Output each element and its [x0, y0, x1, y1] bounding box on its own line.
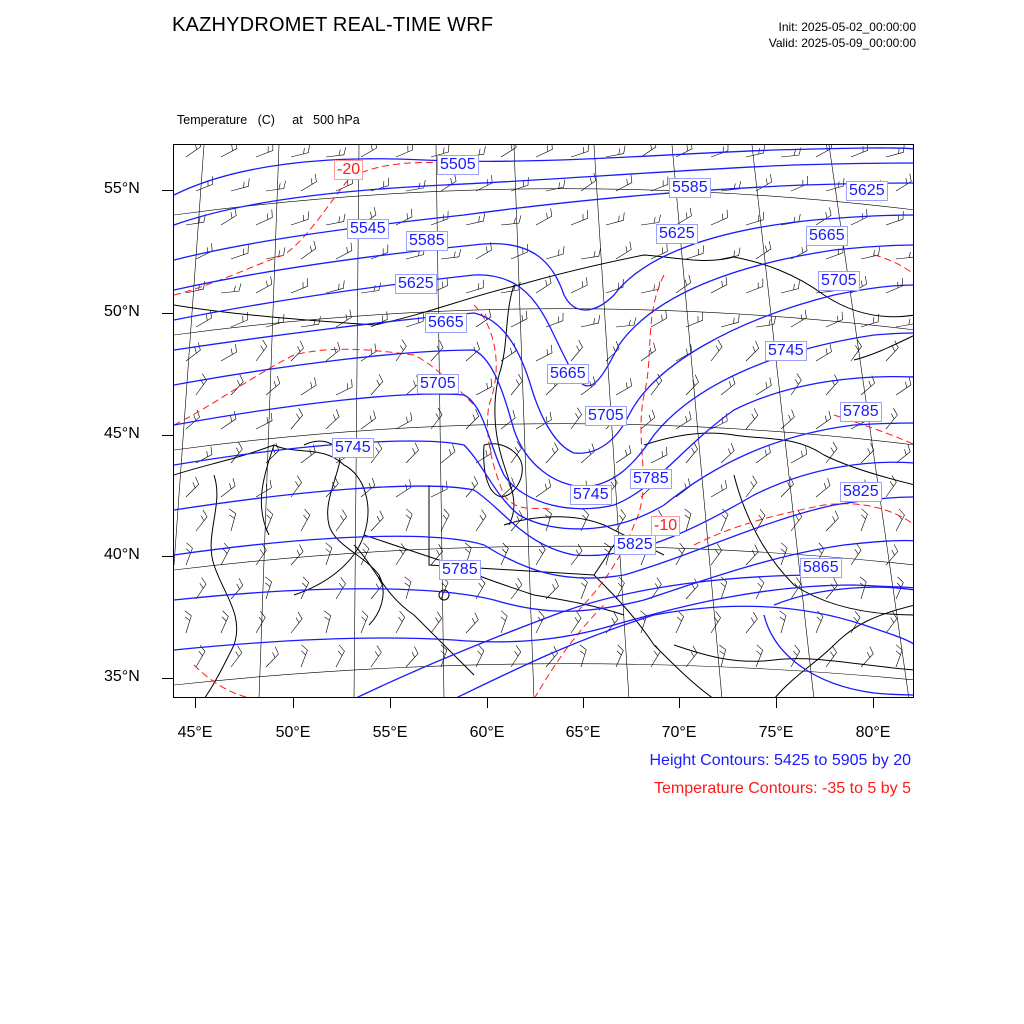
wind-barb [301, 241, 316, 259]
border-line [204, 475, 237, 698]
caspian-shoreline [304, 441, 383, 625]
run-times [769, 19, 916, 51]
wind-barb [581, 173, 596, 191]
height-contour-line [174, 245, 914, 386]
height-contour-label: 5785 [840, 402, 882, 422]
wind-barb [256, 611, 265, 633]
height-contour-label: 5825 [840, 482, 882, 502]
wind-barb [221, 543, 229, 565]
wind-barb [291, 341, 304, 361]
wind-barb [826, 245, 843, 259]
wind-barb [676, 543, 685, 565]
wind-barb [616, 317, 636, 327]
parallel-line [174, 664, 914, 685]
wind-barb [861, 376, 875, 395]
wind-barb [476, 510, 486, 531]
height-contour-label: 5585 [669, 178, 711, 198]
wind-barb [476, 577, 485, 599]
wind-barb [476, 379, 492, 395]
wind-barb [406, 443, 419, 463]
wind-barb [431, 612, 442, 633]
wind-barb [266, 314, 284, 327]
lat-label-45: 45°N [104, 425, 140, 442]
wind-barb [721, 443, 734, 463]
lat-tick [162, 190, 173, 191]
wind-barb [861, 443, 874, 463]
wind-barb [431, 408, 442, 429]
wind-barb [466, 280, 484, 293]
wind-barb [196, 578, 206, 599]
wind-barb [851, 544, 861, 565]
wind-barb [301, 316, 320, 327]
height-contour-label: 5625 [656, 224, 698, 244]
wind-barb [791, 176, 808, 191]
wind-barb [231, 442, 242, 463]
wind-barb [466, 476, 478, 497]
wind-barb [396, 611, 405, 633]
wind-barb [721, 314, 739, 327]
wind-barb [826, 374, 838, 395]
wind-barb [406, 180, 425, 191]
wind-barb [571, 612, 581, 633]
wind-barb [186, 543, 192, 565]
height-contour-label: 5785 [630, 469, 672, 489]
meridian-line [174, 145, 204, 565]
height-contour-label: 5825 [614, 535, 656, 555]
height-contour-label: 5665 [547, 364, 589, 384]
height-contour-label: 5745 [765, 341, 807, 361]
wind-barb [781, 281, 799, 293]
wind-barb [511, 244, 528, 259]
wind-barb [291, 612, 302, 633]
wind-barb [896, 645, 902, 667]
wind-barb [361, 344, 376, 361]
wind-barb [746, 408, 758, 429]
wind-barb [686, 375, 699, 395]
wind-barb [780, 611, 786, 633]
parallel-line [174, 424, 914, 450]
lat-tick [162, 435, 173, 436]
wind-barb [256, 340, 267, 361]
wind-barb [186, 477, 199, 497]
lon-tick [679, 698, 680, 708]
wind-barb [616, 445, 631, 463]
temperature-contour-line [574, 275, 664, 615]
wind-barb [501, 282, 520, 293]
lon-label-65: 65°E [565, 724, 601, 741]
wind-barb [606, 212, 624, 225]
height-contour-label: 5665 [425, 313, 467, 333]
wind-barb [301, 377, 316, 395]
lon-tick [390, 698, 391, 708]
wind-barb [546, 179, 565, 191]
wind-barb [466, 409, 479, 429]
wind-barb [266, 376, 280, 395]
wind-barb [651, 310, 667, 327]
wind-barb [196, 374, 207, 395]
wind-barb [441, 173, 456, 191]
wind-barb [256, 145, 273, 157]
wind-barb [641, 343, 656, 361]
wind-barb [291, 408, 303, 429]
wind-barb [266, 509, 273, 531]
wind-barb [816, 478, 830, 497]
height-contour-line [174, 215, 914, 310]
height-contour-label: 5585 [406, 231, 448, 251]
wind-barb [291, 544, 303, 565]
wind-barb [336, 379, 352, 395]
wind-barb [406, 509, 412, 531]
height-contour-label: 5785 [439, 560, 481, 580]
wind-barb [256, 413, 272, 429]
wind-barb [581, 315, 600, 327]
meridian-line [752, 145, 814, 698]
height-contour-line [174, 148, 914, 195]
wind-barb [536, 208, 552, 225]
wind-barb [431, 481, 447, 497]
wind-barb [301, 577, 309, 599]
wind-barb [336, 310, 351, 327]
wind-barb [545, 509, 551, 531]
wind-barb [685, 509, 691, 531]
wind-barb [231, 646, 242, 667]
wind-barb [606, 146, 625, 157]
border-line [854, 335, 914, 360]
wind-barb [221, 145, 237, 157]
temperature-legend: Temperature Contours: -35 to 5 by 5 [653, 780, 911, 797]
lon-tick [293, 698, 294, 708]
wind-barb [711, 210, 727, 225]
temperature-contour-label: -20 [334, 160, 363, 180]
wind-barb [816, 411, 831, 429]
wind-barb [676, 611, 684, 633]
wind-barb [229, 509, 235, 531]
wind-barb [221, 411, 236, 429]
wind-barb [291, 211, 309, 225]
wind-barb [324, 611, 330, 633]
wind-barb [326, 543, 332, 565]
wind-barb [826, 646, 837, 667]
height-contour-label: 5705 [818, 271, 860, 291]
height-contour-label: 5745 [332, 438, 374, 458]
height-contour-label: 5625 [395, 274, 437, 294]
wind-barb [826, 312, 842, 327]
border-line [495, 285, 514, 525]
wind-barb [396, 145, 413, 157]
wind-barb [826, 511, 839, 531]
wind-barb [221, 283, 241, 293]
wind-barb [756, 645, 763, 667]
wind-barb [896, 249, 914, 259]
wind-barb [861, 509, 867, 531]
wind-barb [616, 645, 623, 667]
map-panel [173, 144, 914, 698]
lon-label-60: 60°E [469, 724, 505, 741]
wind-barb [406, 313, 424, 327]
country-borders [174, 255, 914, 698]
wind-barb [886, 408, 897, 429]
wind-barb [711, 544, 722, 565]
wind-barb [746, 545, 758, 565]
lon-label-50: 50°E [275, 724, 311, 741]
lat-label-55: 55°N [104, 180, 140, 197]
lon-tick [195, 698, 196, 708]
wind-barb [886, 145, 904, 157]
height-contour-label: 5705 [417, 374, 459, 394]
wind-barb [651, 645, 660, 667]
wind-barb [896, 316, 914, 327]
wind-barb [301, 509, 310, 531]
wind-barb [861, 247, 880, 259]
temperature-contour-label: -10 [651, 516, 680, 536]
wind-barb [371, 646, 381, 667]
lat-tick [162, 556, 173, 557]
wind-barb [266, 647, 279, 667]
wind-barb [719, 645, 725, 667]
lat-label-40: 40°N [104, 546, 140, 563]
wind-barb [571, 277, 587, 293]
wind-barb [896, 377, 911, 395]
wind-barb [336, 243, 352, 259]
wind-barb [816, 207, 831, 225]
wind-barb [756, 577, 764, 599]
lon-label-55: 55°E [372, 724, 408, 741]
wind-barb [886, 612, 897, 633]
map-title: KAZHYDROMET REAL-TIME WRF [172, 14, 494, 36]
lat-tick [162, 678, 173, 679]
wind-barb [501, 543, 508, 565]
wind-barb [756, 378, 771, 395]
wind-barb [746, 212, 764, 225]
height-contour-line [174, 285, 914, 453]
height-contour-label: 5625 [846, 181, 888, 201]
wind-barb [326, 147, 346, 157]
height-contour-label: 5865 [800, 558, 842, 578]
wind-barb [536, 479, 551, 497]
field-temperature: Temperature (C) at 500 hPa [177, 113, 360, 127]
wind-barb [371, 374, 383, 395]
wind-barb [371, 511, 383, 531]
wind-barb [711, 145, 728, 157]
wind-barb [396, 412, 412, 429]
wind-barb [396, 479, 411, 497]
wind-barb [291, 145, 309, 157]
wind-barb [336, 510, 347, 531]
lon-tick [583, 698, 584, 708]
wind-barb [851, 145, 868, 157]
wind-barb [651, 374, 662, 395]
wind-barb [791, 446, 807, 463]
wind-barb [326, 409, 339, 429]
wind-barb [326, 214, 345, 225]
temperature-contour-line [194, 665, 254, 698]
wind-barb [571, 210, 588, 225]
wind-barb [746, 612, 757, 633]
wind-barb [266, 181, 286, 191]
height-contour-line [454, 606, 914, 698]
lat-tick [162, 313, 173, 314]
lon-tick [873, 698, 874, 708]
wind-barb [361, 611, 368, 633]
height-contour-line [764, 615, 914, 695]
wind-barb [441, 444, 455, 463]
wind-barb [405, 577, 411, 599]
wind-barb [336, 645, 344, 667]
lon-label-75: 75°E [758, 724, 794, 741]
wind-barb [466, 613, 478, 633]
wind-barb [581, 577, 587, 599]
wind-barb [196, 645, 205, 667]
wind-barb [511, 311, 527, 327]
wind-barb [651, 177, 668, 191]
valid-time: Valid: 2025-05-09_00:00:00 [768, 36, 916, 50]
wind-barb [746, 279, 763, 293]
wind-barb [196, 510, 207, 531]
wind-barb [221, 611, 228, 633]
height-contour-label: 5545 [347, 219, 389, 239]
wind-barb [746, 341, 759, 361]
wind-barb [221, 344, 237, 361]
lon-label-70: 70°E [661, 724, 697, 741]
wind-barb [651, 447, 667, 463]
wind-barb [256, 209, 272, 225]
wind-barb [886, 211, 903, 225]
wind-barb [581, 248, 600, 259]
wind-barb [231, 178, 249, 191]
height-contour-line [174, 163, 914, 225]
wind-barb [791, 645, 800, 667]
wind-barb [571, 145, 589, 157]
height-contour-label: 5705 [585, 406, 627, 426]
wind-barb [826, 578, 838, 599]
wind-barb [896, 509, 904, 531]
wind-barb [896, 444, 910, 463]
map-canvas [174, 145, 914, 698]
meridian-line [259, 145, 279, 698]
wind-barb [396, 340, 406, 361]
lon-label-80: 80°E [855, 724, 891, 741]
parallel-line [174, 309, 914, 335]
wind-barb [536, 345, 552, 361]
temperature-contour-line [474, 305, 554, 510]
wind-barb [641, 410, 655, 429]
lat-label-35: 35°N [104, 668, 140, 685]
wind-barb [711, 340, 722, 361]
wind-barb [361, 411, 376, 429]
height-legend: Height Contours: 5425 to 5905 by 20 [649, 752, 911, 769]
wind-barb [546, 442, 558, 463]
border-line [644, 433, 914, 485]
wind-barb [336, 577, 346, 599]
height-contour-label: 5665 [806, 226, 848, 246]
init-time: Init: 2025-05-02_00:00:00 [778, 20, 916, 34]
wind-barb [301, 174, 316, 191]
wind-barb [676, 145, 692, 157]
wind-barb [546, 246, 564, 259]
wind-barb [441, 509, 449, 531]
lon-label-45: 45°E [177, 724, 213, 741]
wind-barb [756, 174, 772, 191]
lon-tick [776, 698, 777, 708]
wind-barb [291, 278, 308, 293]
wind-barb [616, 175, 632, 191]
wind-barb [196, 243, 212, 259]
wind-barb [791, 374, 801, 395]
wind-barb [781, 409, 794, 429]
wind-barb [711, 277, 727, 293]
wind-barb [536, 145, 552, 157]
wind-barb [196, 176, 213, 191]
height-contours [174, 148, 914, 698]
wind-barb [265, 577, 271, 599]
wind-barb [546, 579, 559, 599]
lon-tick [487, 698, 488, 708]
wind-barb [406, 646, 418, 667]
wind-barb [711, 480, 727, 497]
wind-barb [721, 577, 727, 599]
wind-barb [185, 611, 191, 633]
wind-barb [511, 578, 522, 599]
wind-barb [361, 145, 377, 157]
wind-barb [616, 378, 632, 395]
wind-barb [501, 215, 521, 225]
wind-barb [326, 342, 340, 361]
height-contour-line [174, 377, 914, 509]
wind-barb [256, 276, 272, 293]
wind-barb [221, 478, 235, 497]
meridian-line [514, 145, 534, 698]
border-line [594, 575, 714, 698]
lat-label-50: 50°N [104, 303, 140, 320]
wind-barb [571, 340, 583, 361]
wind-barb [896, 174, 911, 191]
wind-barb [501, 611, 507, 633]
wind-barb [476, 645, 484, 667]
wind-barb [186, 342, 200, 361]
wind-barb [571, 408, 582, 429]
wind-barb [231, 578, 243, 599]
parallel-line [174, 189, 914, 215]
height-contour-label: 5505 [437, 155, 479, 175]
wind-barb [616, 242, 631, 259]
wind-barb [186, 145, 201, 157]
wind-barb [686, 245, 704, 259]
wind-barb [301, 645, 307, 667]
height-contour-label: 5745 [570, 485, 612, 505]
wind-barb [511, 374, 522, 395]
